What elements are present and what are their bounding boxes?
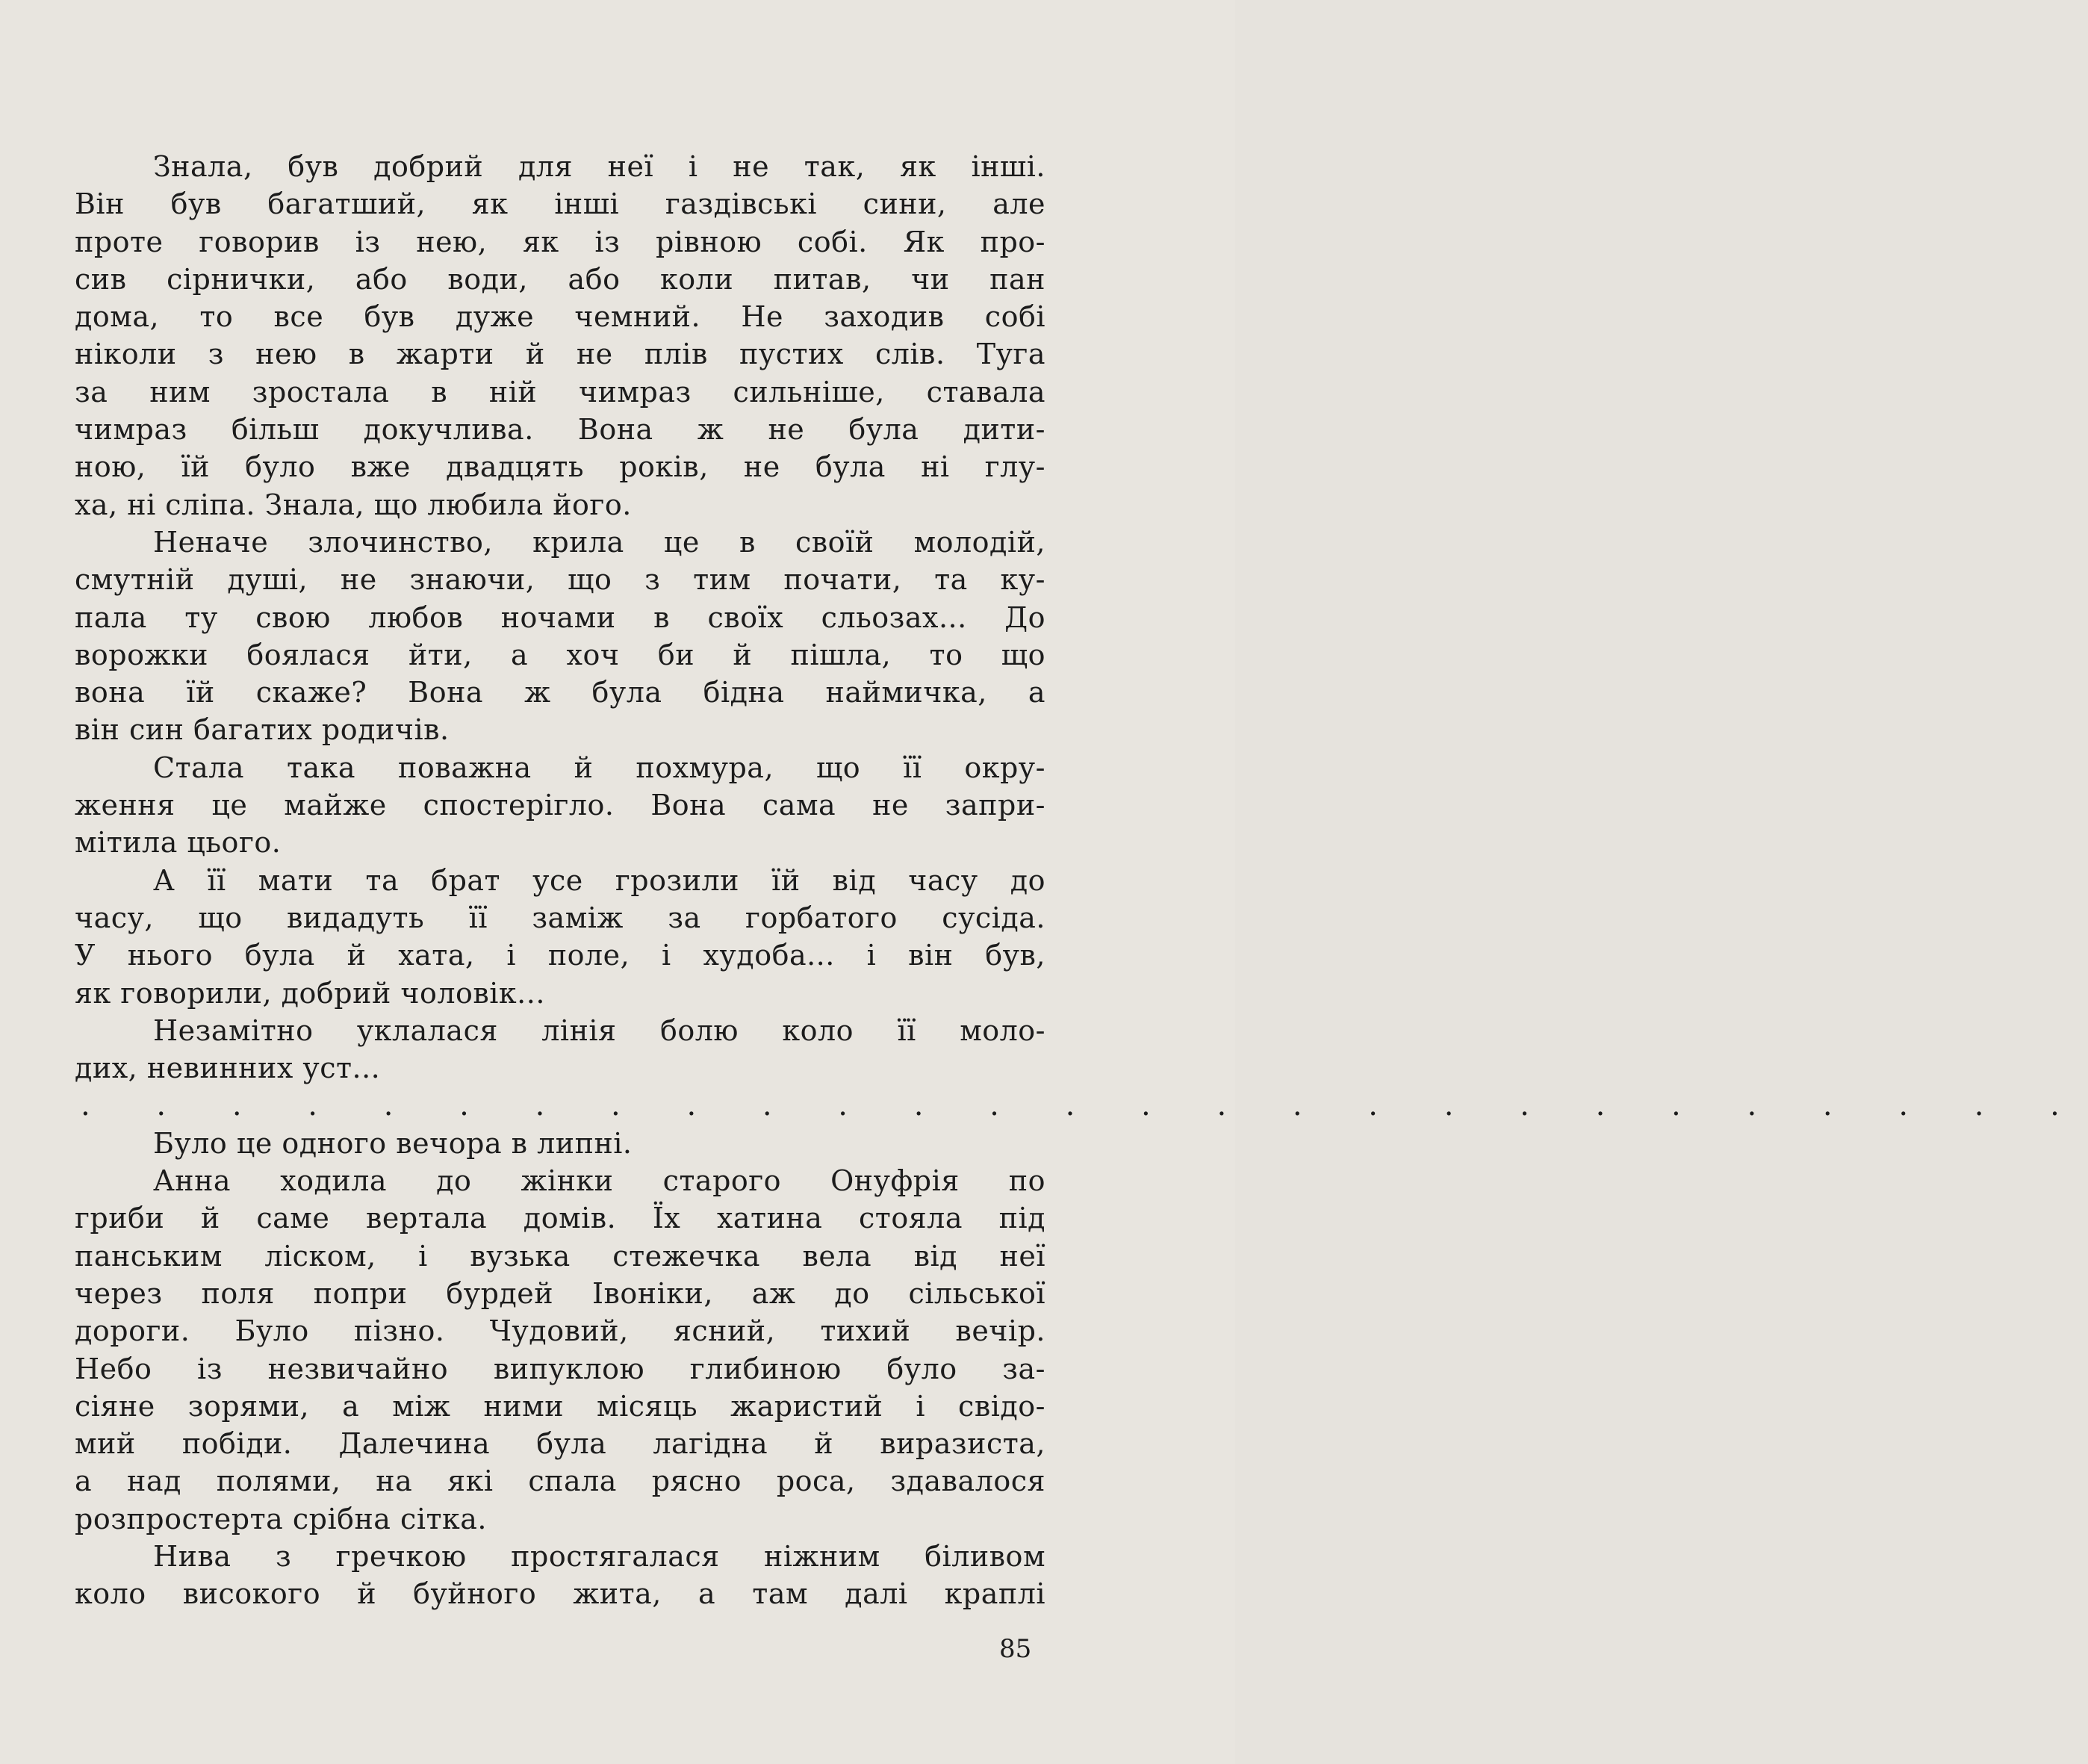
text-line: гриби й саме вертала домів. Їх хатина стояла під — [75, 1202, 1045, 1235]
text-line: Неначе злочинство, крила це в своїй молодій, — [153, 525, 1045, 559]
paragraph — [75, 1162, 1045, 1538]
text-line: дома, то все був дуже чемний. Не заходив собі — [75, 300, 1045, 334]
text-line: коло високого й буйного жита, а там далі краплі — [75, 1577, 1045, 1611]
text-line: Було це одного вечора в липні. — [153, 1126, 633, 1160]
text-line: через поля попри бурдей Івоніки, аж до сільської — [75, 1276, 1045, 1310]
paragraph — [75, 749, 1045, 862]
paragraph — [75, 1125, 1045, 1162]
text-line: пала ту свою любов ночами в своїх сльозах... До — [75, 600, 1045, 634]
text-line: У нього була й хата, і поле, і худоба... і він був, — [75, 939, 1045, 972]
text-line: а над полями, на які спала рясно роса, здавалося — [75, 1465, 1045, 1498]
page-number: 85 — [999, 1634, 1032, 1664]
text-line: вона їй скаже? Вона ж була бідна наймичка, а — [75, 676, 1045, 709]
text-line: проте говорив із нею, як із рівною собі. Як про- — [75, 225, 1045, 258]
text-line: дороги. Було пізно. Чудовий, ясний, тихий вечір. — [75, 1314, 1045, 1348]
text-line: ніколи з нею в жарти й не плів пустих слів. Туга — [75, 338, 1045, 371]
text-line: мий побіди. Далечина була лагідна й виразиста, — [75, 1427, 1045, 1461]
text-line: він син багатих родичів. — [75, 713, 450, 747]
text-line: Стала така поважна й похмура, що її окру- — [153, 751, 1045, 784]
text-line: А її мати та брат усе грозили їй від часу до — [153, 863, 1045, 897]
paragraph — [75, 148, 1045, 524]
paragraph — [75, 1538, 1045, 1613]
text-line: Анна ходила до жінки старого Онуфрія по — [153, 1164, 1045, 1198]
paragraph — [75, 1012, 1045, 1087]
text-line: сив сірнички, або води, або коли питав, чи пан — [75, 262, 1045, 296]
text-line: Знала, був добрий для неї і не так, як інші. — [153, 150, 1045, 183]
text-line: сіяне зорями, а між ними місяць жаристий і свідо- — [75, 1389, 1045, 1423]
text-line: за ним зростала в ній чимраз сильніше, ставала — [75, 375, 1045, 409]
text-line: смутній душі, не знаючи, що з тим почати, та ку- — [75, 563, 1045, 597]
paragraph — [75, 862, 1045, 1012]
text-line: ворожки боялася йти, а хоч би й пішла, то що — [75, 638, 1045, 671]
text-line: ха, ні сліпа. Знала, що любила його. — [75, 488, 632, 521]
text-line: часу, що видадуть її заміж за горбатого сусіда. — [75, 901, 1045, 934]
text-line: Незамітно уклалася лінія болю коло її моло- — [153, 1013, 1045, 1047]
text-line: як говорили, добрий чоловік... — [75, 976, 545, 1010]
text-line: розпростерта срібна сітка. — [75, 1502, 487, 1535]
text-line: ною, їй було вже двадцять років, не була ні глу- — [75, 450, 1045, 484]
section-separator: . . . . . . . . . . . . . . . . . . . . . . . . . . . — [81, 1088, 2088, 1123]
text-line: Він був багатший, як інші газдівські сини, але — [75, 187, 1045, 221]
text-line: чимраз більш докучлива. Вона ж не була дити- — [75, 413, 1045, 447]
paragraph — [75, 524, 1045, 749]
text-line: Нива з гречкою простягалася ніжним біливом — [153, 1539, 1045, 1573]
text-line: дих, невинних уст... — [75, 1052, 381, 1085]
text-line: мітила цього. — [75, 826, 282, 860]
text-line: ження це майже спостерігло. Вона сама не запри- — [75, 789, 1045, 822]
text-line: Небо із незвичайно випуклою глибиною було за- — [75, 1352, 1045, 1385]
body-text — [75, 148, 2088, 1613]
text-line: панським ліском, і вузька стежечка вела від неї — [75, 1239, 1045, 1273]
